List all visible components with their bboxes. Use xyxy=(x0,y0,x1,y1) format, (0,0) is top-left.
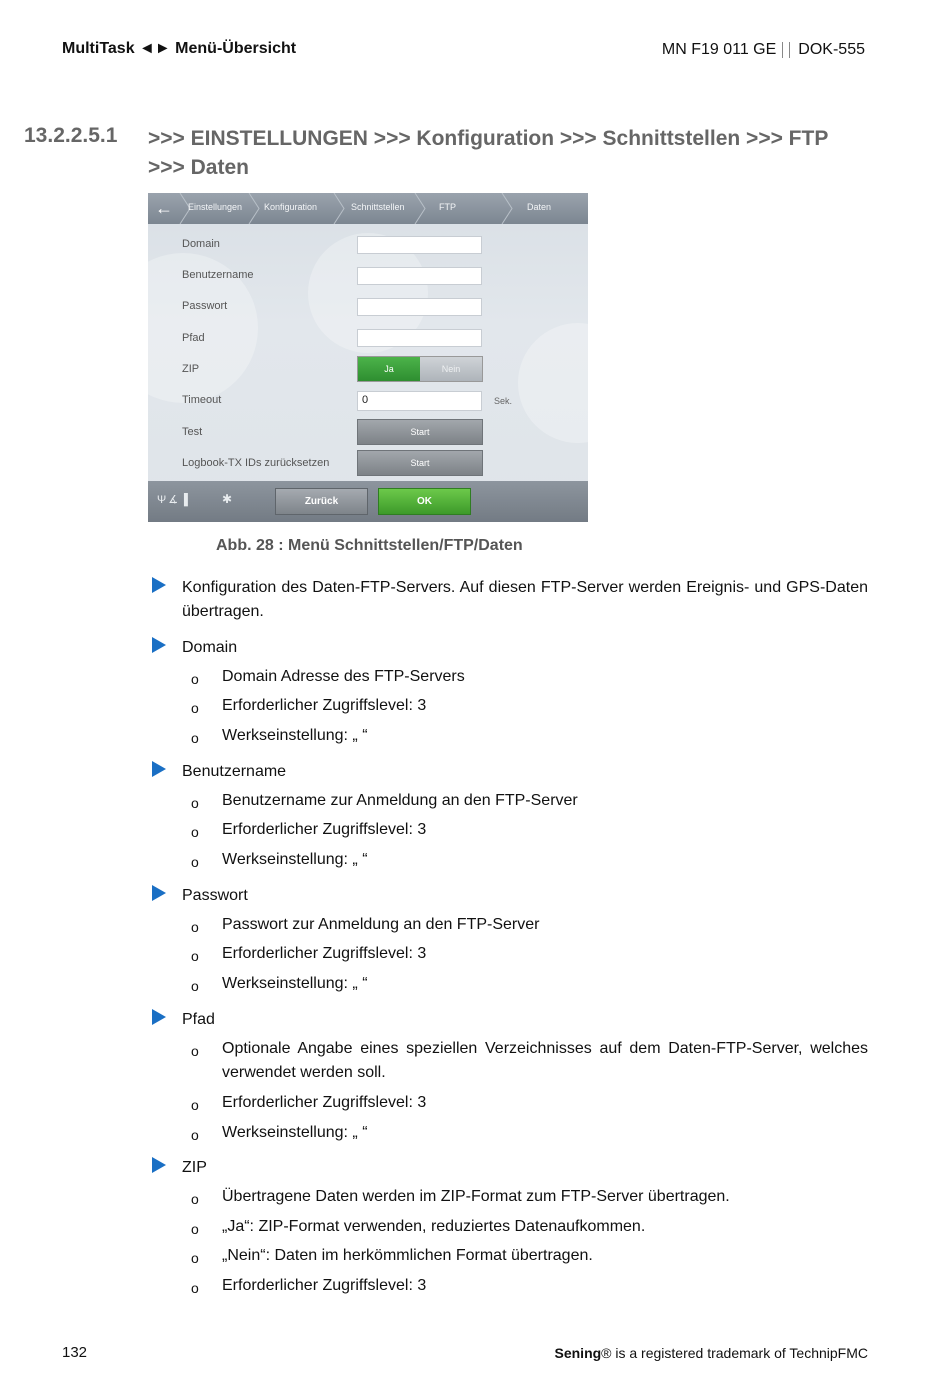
page-number: 132 xyxy=(62,1344,88,1361)
section-title-line1: >>> EINSTELLUNGEN >>> Konfiguration >>> Schnittstellen >>> FTP xyxy=(148,127,829,150)
section-title-line2: >>> Daten xyxy=(148,156,249,179)
sub-bullet: o xyxy=(191,1191,199,1207)
pfad-label: Pfad xyxy=(182,332,205,344)
footer-brand: Sening xyxy=(554,1345,602,1361)
zip-label: ZIP xyxy=(182,363,200,375)
breadcrumb-separator xyxy=(500,193,514,224)
breadcrumb-bar xyxy=(148,193,588,224)
domain-sub-3: Werkseinstellung: „ “ xyxy=(222,727,368,744)
ok-button[interactable]: OK xyxy=(378,488,471,515)
test-label: Test xyxy=(182,426,203,438)
intro-text: Konfiguration des Daten-FTP-Servers. Auf diesen FTP-Server werden Ereignis- und GPS-Daten übertragen. xyxy=(182,579,868,620)
passwort-field[interactable] xyxy=(357,298,482,316)
bullet-arrow-icon xyxy=(152,885,166,901)
domain-sub-2: Erforderlicher Zugriffslevel: 3 xyxy=(222,697,427,714)
benutzername-label: Benutzername xyxy=(182,269,254,281)
item-heading-pfad: Pfad xyxy=(182,1011,215,1028)
header-separator xyxy=(782,42,790,58)
doc-code: DOK-555 xyxy=(798,41,865,58)
breadcrumb-separator xyxy=(413,193,427,224)
bottom-bar xyxy=(148,481,588,522)
sub-bullet: o xyxy=(191,1221,199,1237)
bullet-arrow-icon xyxy=(152,1009,166,1025)
zip-sub-3: „Nein“: Daten im herkömmlichen Format übertragen. xyxy=(222,1247,593,1264)
pfad-field[interactable] xyxy=(357,329,482,347)
item-heading-domain: Domain xyxy=(182,639,238,656)
header-doc-info xyxy=(662,41,865,59)
zip-ja-option[interactable]: Ja xyxy=(358,357,420,381)
timeout-unit: Sek. xyxy=(494,396,513,406)
zip-toggle[interactable] xyxy=(357,356,483,382)
footer-trademark-text: ® is a registered trademark of TechnipFMC xyxy=(601,1345,868,1361)
benutzername-sub-1: Benutzername zur Anmeldung an den FTP-Server xyxy=(222,792,578,809)
background-gear-decoration xyxy=(518,323,588,443)
device-screenshot xyxy=(148,193,588,522)
section-title xyxy=(148,124,848,182)
bullet-arrow-icon xyxy=(152,637,166,653)
footer-trademark xyxy=(555,1345,869,1361)
logbook-start-button[interactable]: Start xyxy=(357,450,483,476)
breadcrumb-item-schnittstellen[interactable]: Schnittstellen xyxy=(351,202,405,212)
status-icons: Ψ∡▐ xyxy=(157,494,190,506)
bullet-arrow-icon xyxy=(152,577,166,593)
sub-bullet: o xyxy=(191,978,199,994)
timeout-label: Timeout xyxy=(182,394,222,406)
pfad-sub-1: Optionale Angabe eines speziellen Verzeichnisses auf dem Daten-FTP-Server, welches verwendet werden soll. xyxy=(222,1040,868,1081)
sub-bullet: o xyxy=(191,700,199,716)
domain-label: Domain xyxy=(182,238,220,250)
breadcrumb-item-daten[interactable]: Daten xyxy=(527,202,552,212)
doc-number: MN F19 011 GE xyxy=(661,41,777,58)
sub-bullet: o xyxy=(191,1043,199,1059)
bullet-arrow-icon xyxy=(152,1157,166,1173)
breadcrumb-separator xyxy=(247,193,261,224)
sub-bullet: o xyxy=(191,948,199,964)
breadcrumb-separator xyxy=(332,193,346,224)
item-heading-passwort: Passwort xyxy=(182,887,248,904)
breadcrumb-item-ftp[interactable]: FTP xyxy=(439,202,456,212)
benutzername-sub-3: Werkseinstellung: „ “ xyxy=(222,851,368,868)
logbook-label: Logbook-TX IDs zurücksetzen xyxy=(182,457,330,469)
breadcrumb-item-einstellungen[interactable]: Einstellungen xyxy=(188,202,243,212)
bullet-arrow-icon xyxy=(152,761,166,777)
sub-bullet: o xyxy=(191,1280,199,1296)
passwort-sub-2: Erforderlicher Zugriffslevel: 3 xyxy=(222,945,427,962)
sub-bullet: o xyxy=(191,730,199,746)
benutzername-sub-2: Erforderlicher Zugriffslevel: 3 xyxy=(222,821,427,838)
passwort-sub-3: Werkseinstellung: „ “ xyxy=(222,975,368,992)
zurueck-button[interactable]: Zurück xyxy=(275,488,368,515)
zip-nein-option[interactable]: Nein xyxy=(420,357,482,381)
passwort-sub-1: Passwort zur Anmeldung an den FTP-Server xyxy=(222,916,540,933)
sub-bullet: o xyxy=(191,795,199,811)
sub-bullet: o xyxy=(191,1250,199,1266)
sub-bullet: o xyxy=(191,854,199,870)
sub-bullet: o xyxy=(191,671,199,687)
sub-bullet: o xyxy=(191,919,199,935)
item-heading-benutzername: Benutzername xyxy=(182,763,287,780)
pfad-sub-3: Werkseinstellung: „ “ xyxy=(222,1124,368,1141)
timeout-field[interactable]: 0 xyxy=(357,391,482,411)
benutzername-field[interactable] xyxy=(357,267,482,285)
zip-sub-2: „Ja“: ZIP-Format verwenden, reduziertes Datenaufkommen. xyxy=(222,1218,646,1235)
domain-sub-1: Domain Adresse des FTP-Servers xyxy=(222,668,465,685)
test-start-button[interactable]: Start xyxy=(357,419,483,445)
section-number: 13.2.2.5.1 xyxy=(24,124,118,147)
figure-caption: Abb. 28 : Menü Schnittstellen/FTP/Daten xyxy=(216,537,523,554)
zip-sub-4: Erforderlicher Zugriffslevel: 3 xyxy=(222,1277,427,1294)
sub-bullet: o xyxy=(191,1097,199,1113)
domain-field[interactable] xyxy=(357,236,482,254)
sub-bullet: o xyxy=(191,824,199,840)
zip-sub-1: Übertragene Daten werden im ZIP-Format zum FTP-Server übertragen. xyxy=(222,1188,730,1205)
bluetooth-icon: ✱ xyxy=(222,492,233,506)
header-title: MultiTask ◄► Menü-Übersicht xyxy=(62,40,297,57)
breadcrumb-item-konfiguration[interactable]: Konfiguration xyxy=(264,202,318,212)
sub-bullet: o xyxy=(191,1127,199,1143)
pfad-sub-2: Erforderlicher Zugriffslevel: 3 xyxy=(222,1094,427,1111)
passwort-label: Passwort xyxy=(182,300,228,312)
item-heading-zip: ZIP xyxy=(182,1159,207,1176)
back-arrow-icon[interactable]: ← xyxy=(155,198,173,218)
